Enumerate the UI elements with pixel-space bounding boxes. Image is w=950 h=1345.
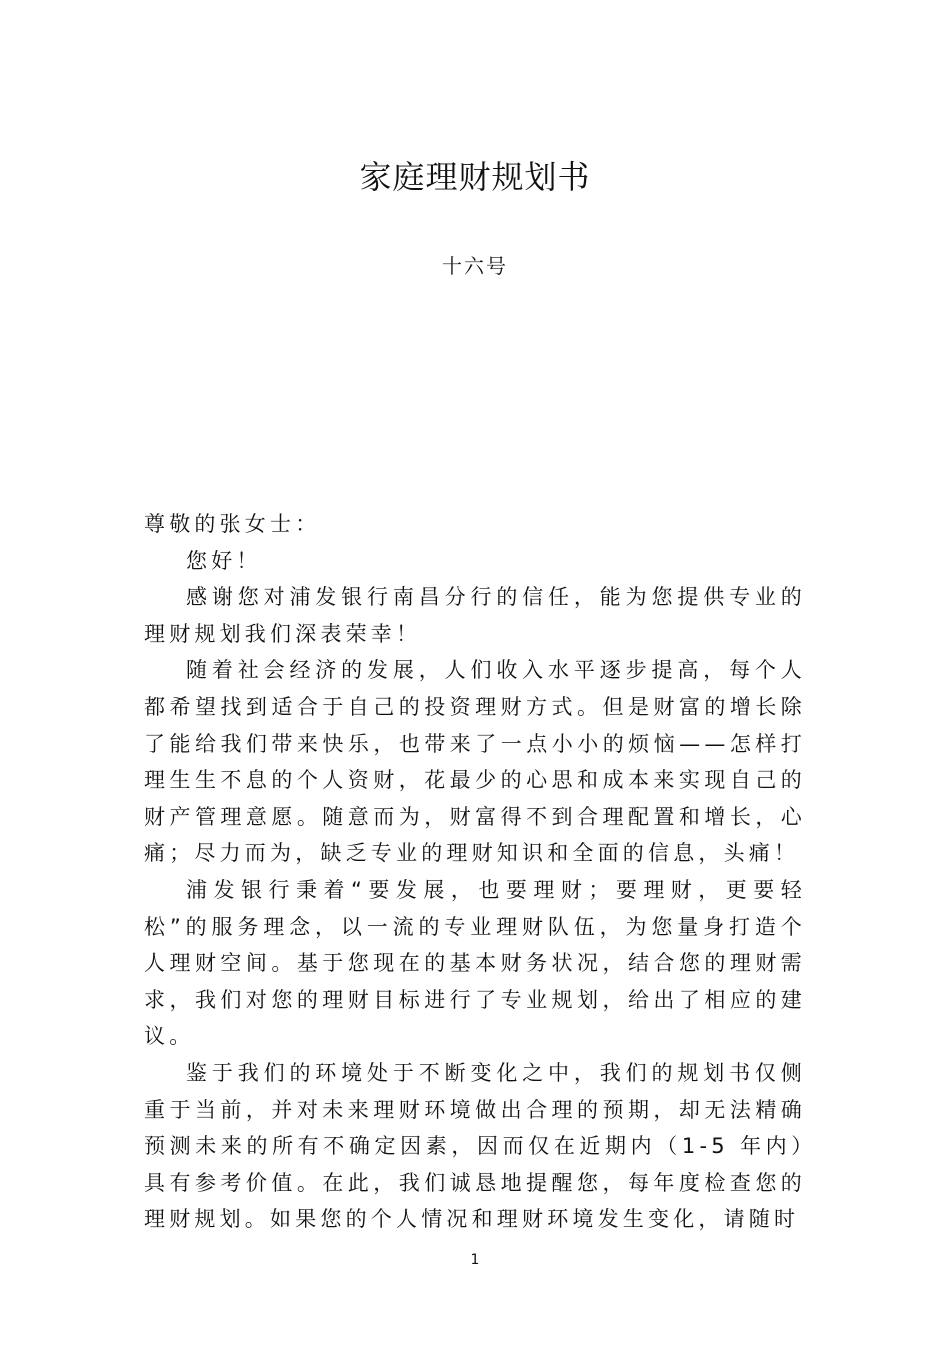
paragraph-disclaimer: 鉴于我们的环境处于不断变化之中，我们的规划书仅侧重于当前，并对未来理财环境做出合理的预期，却无法精确预测未来的所有不确定因素，因而仅在近期内（1-5 年内）具有参考价值。在此，我们诚恳地提醒您，每年度检查您的理财规划。如果您的个人情况和理财环境发生变化，请随时 bbox=[144, 1060, 806, 1232]
page-number: 1 bbox=[470, 1252, 480, 1268]
document-title: 家庭理财规划书 bbox=[359, 158, 591, 196]
paragraph-service: 浦发银行秉着“要发展，也要理财；要理财，更要轻松”的服务理念，以一流的专业理财队伍，为您量身打造个人理财空间。基于您现在的基本财务状况，结合您的理财需求，我们对您的理财目标进行了专业规划，给出了相应的建议。 bbox=[144, 877, 806, 1049]
document-body bbox=[144, 506, 806, 1238]
paragraph-greeting: 您好！ bbox=[186, 548, 262, 573]
paragraph-thanks: 感谢您对浦发银行南昌分行的信任，能为您提供专业的理财规划我们深表荣幸！ bbox=[144, 585, 806, 646]
document-author: 十六号 bbox=[442, 254, 508, 278]
salutation: 尊敬的张女士： bbox=[144, 512, 321, 536]
paragraph-background: 随着社会经济的发展，人们收入水平逐步提高，每个人都希望找到适合于自己的投资理财方式。但是财富的增长除了能给我们带来快乐，也带来了一点小小的烦恼——怎样打理生生不息的个人资财，花最少的心思和成本来实现自己的财产管理意愿。随意而为，财富得不到合理配置和增长，心痛；尽力而为，缺乏专业的理财知识和全面的信息，头痛！ bbox=[144, 658, 806, 866]
